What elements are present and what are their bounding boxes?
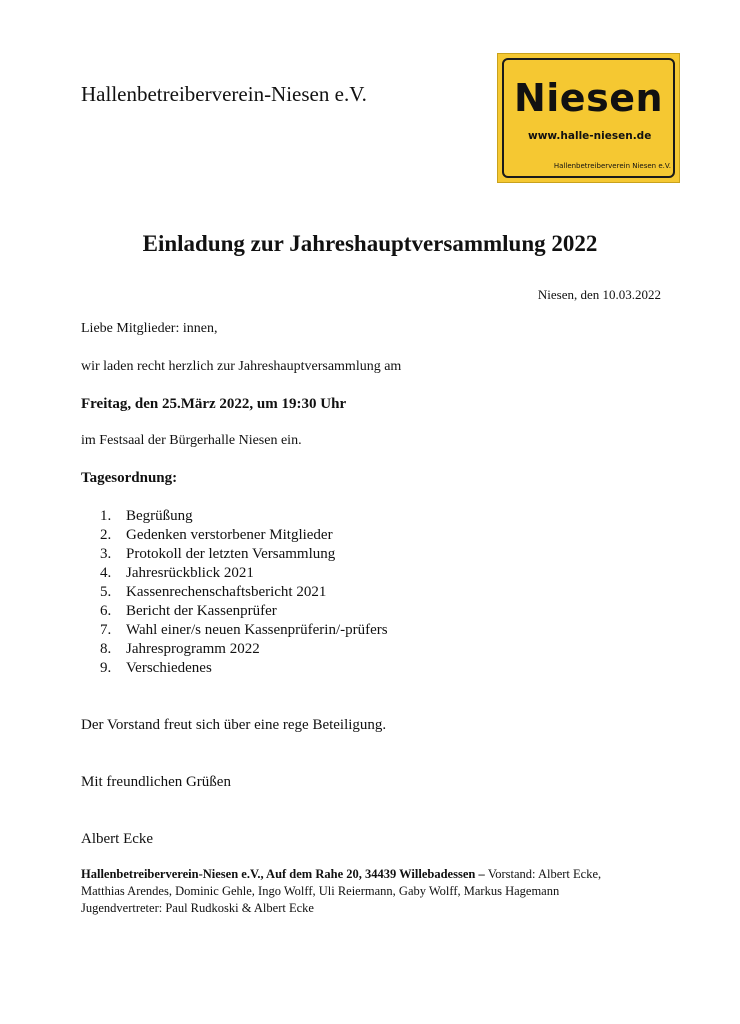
footer-line-2: Matthias Arendes, Dominic Gehle, Ingo Wolff, Uli Reiermann, Gaby Wolff, Markus Hagemann xyxy=(81,884,560,898)
salutation: Liebe Mitglieder: innen, xyxy=(81,321,218,336)
agenda-list xyxy=(100,507,388,678)
agenda-item: 9. Verschiedenes xyxy=(100,660,212,676)
organization-name: Hallenbetreiberverein-Niesen e.V. xyxy=(81,82,367,106)
agenda-item: 3. Protokoll der letzten Versammlung xyxy=(100,546,336,562)
footer xyxy=(81,866,681,917)
agenda-item: 2. Gedenken verstorbener Mitglieder xyxy=(100,527,333,543)
date-line: Niesen, den 10.03.2022 xyxy=(537,287,661,302)
event-datetime: Freitag, den 25.März 2022, um 19:30 Uhr xyxy=(81,396,347,412)
regards-text: Mit freundlichen Grüßen xyxy=(81,774,231,790)
agenda-item: 4. Jahresrückblick 2021 xyxy=(100,565,254,581)
location-text: im Festsaal der Bürgerhalle Niesen ein. xyxy=(81,433,302,448)
footer-board: Vorstand: Albert Ecke, xyxy=(487,867,602,881)
agenda-item: 8. Jahresprogramm 2022 xyxy=(100,641,260,657)
closing-text: Der Vorstand freut sich über eine rege Beteiligung. xyxy=(81,717,387,733)
footer-line-1 xyxy=(81,866,681,883)
niesen-logo xyxy=(497,53,680,183)
logo-url: www.halle-niesen.de xyxy=(528,130,652,142)
signature-name: Albert Ecke xyxy=(81,831,154,847)
logo-subtitle: Hallenbetreiberverein Niesen e.V. xyxy=(553,162,671,170)
agenda-item: 7. Wahl einer/s neuen Kassenprüferin/-prüfers xyxy=(100,622,388,638)
footer-address: Hallenbetreiberverein-Niesen e.V., Auf dem Rahe 20, 34439 Willebadessen xyxy=(81,867,476,881)
agenda-item: 5. Kassenrechenschaftsbericht 2021 xyxy=(100,584,327,600)
agenda-item: 6. Bericht der Kassenprüfer xyxy=(100,603,277,619)
footer-dash: – xyxy=(475,867,488,881)
document-title: Einladung zur Jahreshauptversammlung 2022 xyxy=(142,231,598,256)
agenda-heading: Tagesordnung: xyxy=(81,470,178,486)
intro-text: wir laden recht herzlich zur Jahreshauptversammlung am xyxy=(81,359,402,374)
logo-title: Niesen xyxy=(513,76,664,120)
footer-line-3: Jugendvertreter: Paul Rudkoski & Albert Ecke xyxy=(81,901,314,915)
agenda-item: 1. Begrüßung xyxy=(100,508,193,524)
